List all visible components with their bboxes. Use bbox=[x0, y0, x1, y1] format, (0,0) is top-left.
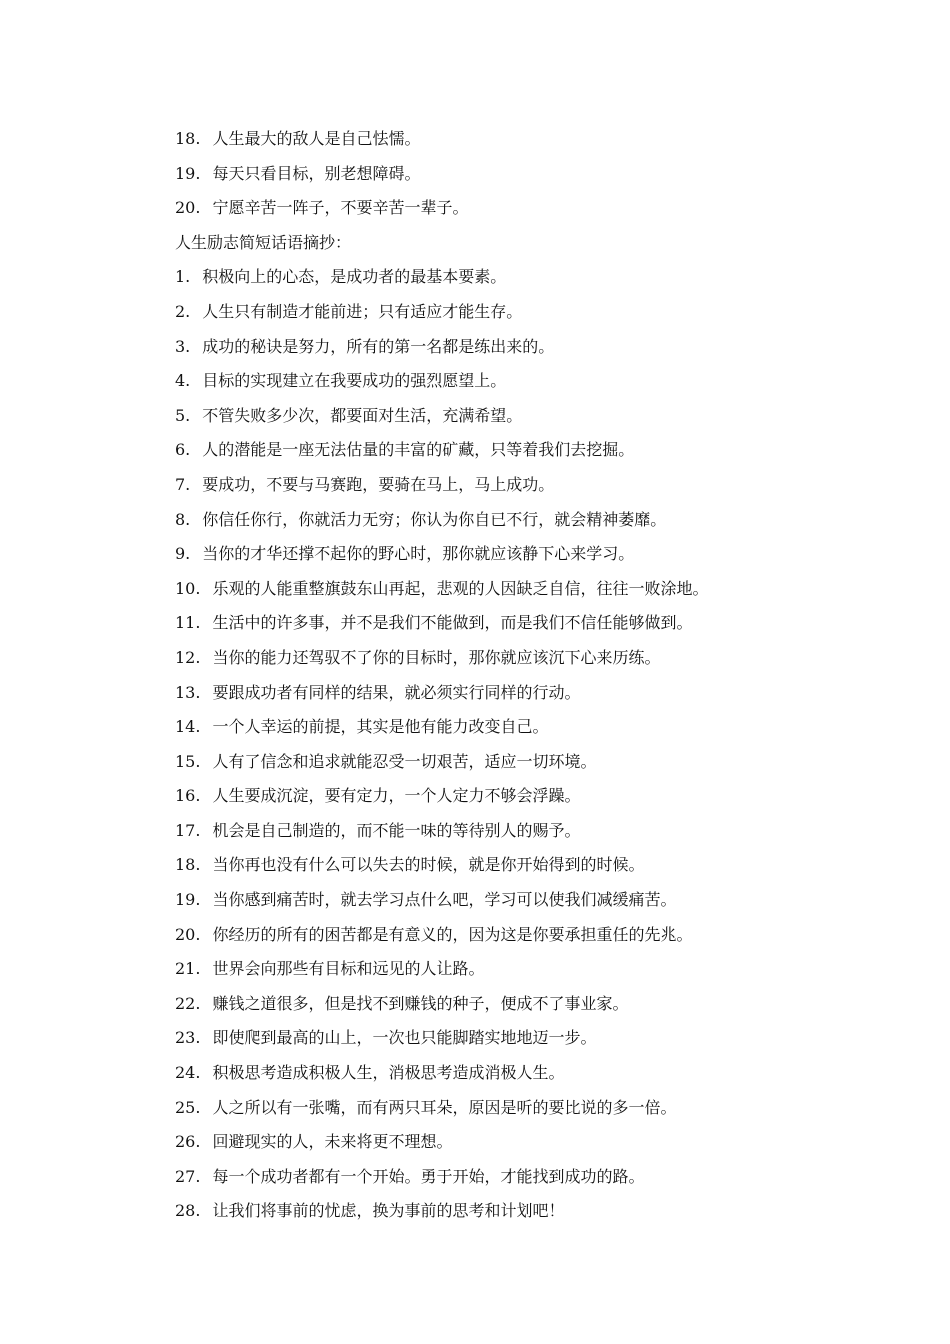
list-item bbox=[175, 122, 895, 157]
list-item-number: 19. bbox=[175, 163, 201, 183]
list-item bbox=[175, 987, 895, 1022]
list-item-text: 乐观的人能重整旗鼓东山再起，悲观的人因缺乏自信，往往一败涂地。 bbox=[212, 578, 709, 598]
list-item-number: 1. bbox=[175, 267, 191, 287]
list-item-number: 18. bbox=[175, 129, 201, 148]
list-item-number: 2. bbox=[175, 301, 191, 321]
list-item-text: 你信任你行，你就活力无穷；你认为你自已不行，就会精神萎靡。 bbox=[202, 509, 667, 529]
list-item bbox=[175, 848, 895, 883]
quote-list bbox=[175, 122, 895, 1229]
list-item-text: 不管失败多少次，都要面对生活，充满希望。 bbox=[202, 405, 523, 425]
list-item-number: 9. bbox=[175, 544, 191, 564]
list-item-number: 21. bbox=[175, 959, 201, 979]
list-item-text: 每一个成功者都有一个开始。勇于开始，才能找到成功的路。 bbox=[212, 1166, 645, 1186]
list-item bbox=[175, 1021, 895, 1056]
list-item bbox=[175, 191, 895, 226]
list-item-number: 26. bbox=[175, 1132, 201, 1152]
list-item-text: 当你的才华还撑不起你的野心时，那你就应该静下心来学习。 bbox=[202, 544, 635, 564]
list-item-text: 人的潜能是一座无法估量的丰富的矿藏，只等着我们去挖掘。 bbox=[202, 440, 635, 460]
list-item-text: 积极向上的心态，是成功者的最基本要素。 bbox=[202, 267, 507, 287]
list-item-number: 13. bbox=[175, 682, 201, 702]
list-item-text: 人生只有制造才能前进；只有适应才能生存。 bbox=[202, 301, 523, 321]
list-item-number: 11. bbox=[175, 613, 201, 633]
list-item bbox=[175, 1160, 895, 1195]
list-item bbox=[175, 503, 895, 538]
list-item bbox=[175, 918, 895, 953]
list-item-text: 一个人幸运的前提，其实是他有能力改变自己。 bbox=[212, 717, 549, 737]
section-heading: 人生励志简短话语摘抄： bbox=[175, 232, 352, 252]
list-item bbox=[175, 364, 895, 399]
list-item-number: 25. bbox=[175, 1097, 201, 1117]
list-item bbox=[175, 537, 895, 572]
list-item-number: 15. bbox=[175, 751, 201, 771]
list-item bbox=[175, 157, 895, 192]
list-item-number: 4. bbox=[175, 371, 191, 391]
list-item-text: 回避现实的人，未来将更不理想。 bbox=[212, 1132, 453, 1152]
list-item-text: 人生最大的敌人是自己怯懦。 bbox=[212, 129, 421, 148]
list-item bbox=[175, 1125, 895, 1160]
list-item-text: 你经历的所有的困苦都是有意义的，因为这是你要承担重任的先兆。 bbox=[212, 924, 693, 944]
list-item-number: 7. bbox=[175, 474, 191, 494]
list-item bbox=[175, 399, 895, 434]
list-item-text: 成功的秘诀是努力，所有的第一名都是练出来的。 bbox=[202, 336, 555, 356]
list-item-number: 14. bbox=[175, 717, 201, 737]
list-item bbox=[175, 330, 895, 365]
list-item-text: 世界会向那些有目标和远见的人让路。 bbox=[212, 959, 485, 979]
list-item bbox=[175, 468, 895, 503]
list-item-text: 让我们将事前的忧虑，换为事前的思考和计划吧！ bbox=[212, 1201, 565, 1221]
list-item-text: 宁愿辛苦一阵子，不要辛苦一辈子。 bbox=[212, 198, 469, 218]
list-item-number: 12. bbox=[175, 647, 201, 667]
list-item-number: 23. bbox=[175, 1028, 201, 1048]
list-item-number: 16. bbox=[175, 786, 201, 806]
list-item bbox=[175, 779, 895, 814]
list-item-text: 生活中的许多事，并不是我们不能做到，而是我们不信任能够做到。 bbox=[212, 613, 693, 633]
list-item-text: 当你再也没有什么可以失去的时候，就是你开始得到的时候。 bbox=[212, 855, 645, 875]
list-item bbox=[175, 295, 895, 330]
list-item-text: 即使爬到最高的山上，一次也只能脚踏实地地迈一步。 bbox=[212, 1028, 597, 1048]
list-item-text: 目标的实现建立在我要成功的强烈愿望上。 bbox=[202, 371, 507, 391]
list-item bbox=[175, 606, 895, 641]
list-item-number: 18. bbox=[175, 855, 201, 875]
list-item-text: 人之所以有一张嘴，而有两只耳朵，原因是听的要比说的多一倍。 bbox=[212, 1097, 677, 1117]
list-item-number: 17. bbox=[175, 820, 201, 840]
list-item bbox=[175, 952, 895, 987]
list-item-text: 当你的能力还驾驭不了你的目标时，那你就应该沉下心来历练。 bbox=[212, 647, 661, 667]
list-item bbox=[175, 641, 895, 676]
list-item-text: 要跟成功者有同样的结果，就必须实行同样的行动。 bbox=[212, 682, 581, 702]
list-item bbox=[175, 1091, 895, 1126]
list-item-text: 要成功，不要与马赛跑，要骑在马上，马上成功。 bbox=[202, 474, 555, 494]
list-item bbox=[175, 1194, 895, 1229]
list-item-text: 机会是自己制造的，而不能一味的等待别人的赐予。 bbox=[212, 820, 581, 840]
list-item-number: 24. bbox=[175, 1063, 201, 1083]
list-item-text: 人生要成沉淀，要有定力，一个人定力不够会浮躁。 bbox=[212, 786, 581, 806]
list-item bbox=[175, 710, 895, 745]
list-item bbox=[175, 1056, 895, 1091]
list-item bbox=[175, 745, 895, 780]
list-item-text: 赚钱之道很多，但是找不到赚钱的种子，便成不了事业家。 bbox=[212, 993, 629, 1013]
list-item-text: 每天只看目标，别老想障碍。 bbox=[212, 163, 421, 183]
list-item-number: 6. bbox=[175, 440, 191, 460]
list-item bbox=[175, 814, 895, 849]
list-item-number: 19. bbox=[175, 890, 201, 910]
list-item-number: 22. bbox=[175, 993, 201, 1013]
list-item-number: 5. bbox=[175, 405, 191, 425]
list-item bbox=[175, 572, 895, 607]
list-item bbox=[175, 676, 895, 711]
list-item bbox=[175, 260, 895, 295]
list-item-number: 20. bbox=[175, 924, 201, 944]
list-item bbox=[175, 883, 895, 918]
list-item bbox=[175, 433, 895, 468]
list-item-text: 积极思考造成积极人生，消极思考造成消极人生。 bbox=[212, 1063, 565, 1083]
list-item-number: 10. bbox=[175, 578, 201, 598]
list-item-number: 3. bbox=[175, 336, 191, 356]
list-item-text: 人有了信念和追求就能忍受一切艰苦，适应一切环境。 bbox=[212, 751, 597, 771]
list-item-number: 28. bbox=[175, 1201, 201, 1221]
list-item-number: 27. bbox=[175, 1166, 201, 1186]
list-item-number: 20. bbox=[175, 198, 201, 218]
list-item-text: 当你感到痛苦时，就去学习点什么吧，学习可以使我们减缓痛苦。 bbox=[212, 890, 677, 910]
list-item-number: 8. bbox=[175, 509, 191, 529]
